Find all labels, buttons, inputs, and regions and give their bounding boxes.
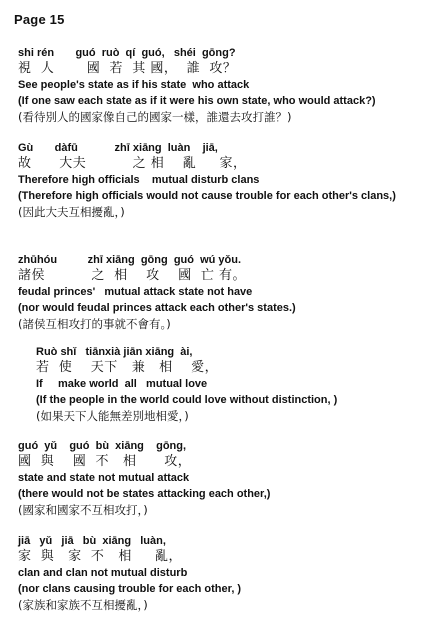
pinyin-line: zhūhóu zhī xiāng gōng guó wú yǒu. [18, 254, 242, 266]
gloss-line: If make world all mutual love [36, 378, 208, 390]
pinyin-line: Gù dàfū zhī xiāng luàn jiā, [18, 142, 218, 154]
chinese-translation: (看待別人的國家像自己的國家一樣，誰還去攻打誰？) [18, 110, 292, 124]
passage-6 [18, 533, 418, 613]
chinese-line: 家 與 家 不 相 亂， [18, 549, 182, 564]
page-title: Page 15 [14, 12, 65, 27]
pinyin-line: shi rén guó ruò qí guó, shéi gōng? [18, 47, 236, 59]
chinese-line: 國 與 國 不 相 攻， [18, 454, 192, 469]
chinese-translation: (因此大夫互相擾亂，) [18, 205, 125, 219]
pinyin-line: guó yǔ guó bù xiāng gōng, [18, 440, 187, 452]
passage-4 [18, 344, 425, 424]
gloss-line: feudal princes' mutual attack state not have [18, 286, 253, 298]
gloss-line: See people's state as if his state who attack [18, 79, 250, 91]
chinese-translation: (諸侯互相攻打的事就不會有。) [18, 317, 171, 331]
gloss-line: state and state not mutual attack [18, 472, 190, 484]
passage-5 [18, 438, 418, 518]
chinese-translation: (家族和家族不互相擾亂，) [18, 598, 148, 612]
pinyin-line: jiā yǔ jiā bù xiāng luàn, [18, 535, 166, 547]
chinese-translation: (如果天下人能無差別地相愛，) [36, 409, 189, 423]
english-translation: (If one saw each state as if it were his own state, who would attack?) [18, 95, 376, 107]
english-translation: (nor would feudal princes attack each other's states.) [18, 302, 296, 314]
chinese-line: 諸侯 之 相 攻 國 亡 有。 [18, 268, 247, 283]
chinese-translation: (國家和國家不互相攻打，) [18, 503, 148, 517]
gloss-line: clan and clan not mutual disturb [18, 567, 188, 579]
english-translation: (If the people in the world could love without distinction, ) [36, 394, 338, 406]
gloss-line: Therefore high officials mutual disturb clans [18, 174, 260, 186]
english-translation: (nor clans causing trouble for each other, ) [18, 583, 242, 595]
pinyin-line: Ruò shǐ tiānxià jiān xiāng ài, [36, 346, 193, 358]
passage-1 [18, 45, 418, 125]
passage-3 [18, 252, 418, 332]
english-translation: (there would not be states attacking each other,) [18, 488, 271, 500]
chinese-line: 若 使 天下 兼 相 愛， [36, 360, 219, 375]
chinese-line: 故 大夫 之 相 亂 家， [18, 156, 247, 171]
english-translation: (Therefore high officials would not cause trouble for each other's clans,) [18, 190, 396, 202]
chinese-line: 視 人 國 若 其 國， 誰 攻？ [18, 61, 237, 76]
passage-2 [18, 140, 418, 220]
